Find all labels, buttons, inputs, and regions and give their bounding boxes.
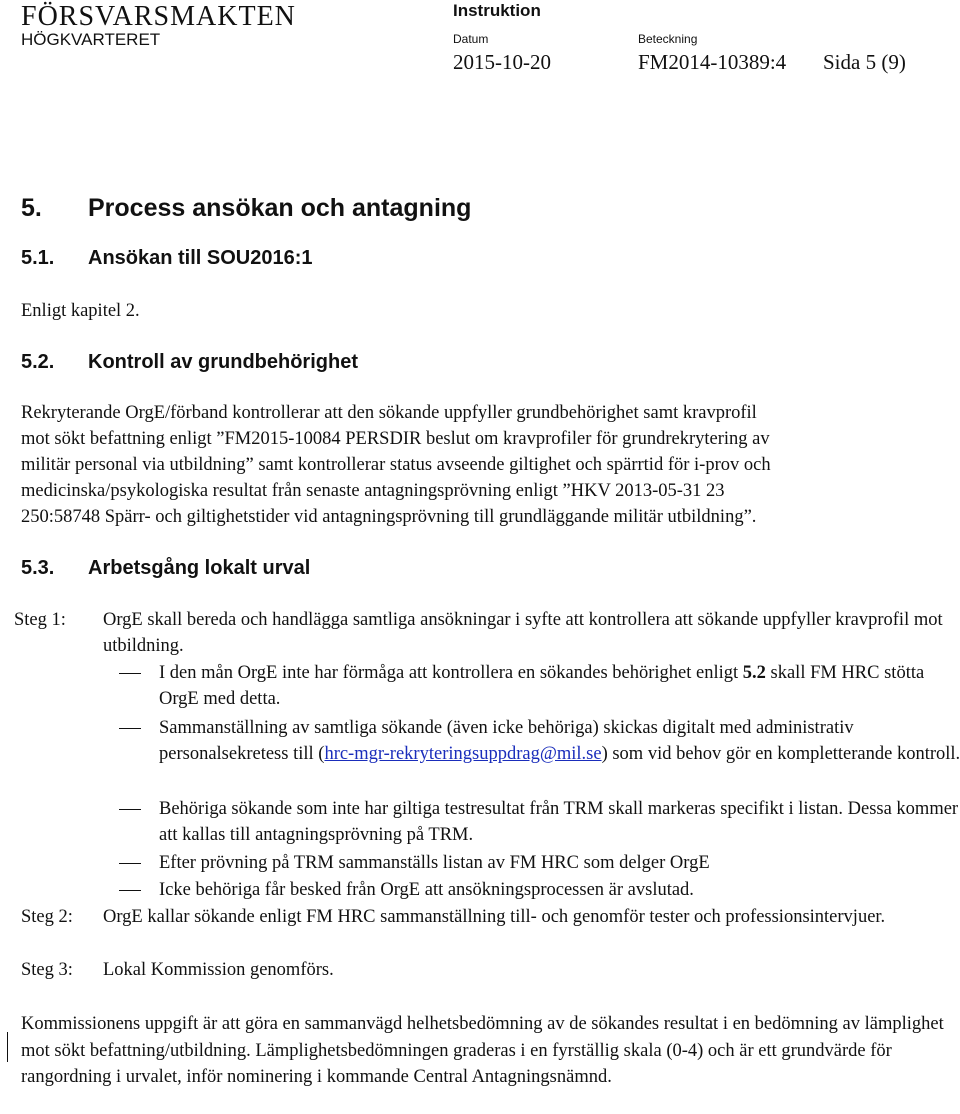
section-number: 5.3. <box>21 557 55 579</box>
section-title: Process ansökan och antagning <box>88 194 472 222</box>
step-3-text: Lokal Kommission genomförs. <box>103 960 334 980</box>
list-item <box>121 796 960 848</box>
section-number: 5.1. <box>21 247 55 269</box>
section-title: Arbetsgång lokalt urval <box>88 557 311 579</box>
section-heading-5-1 <box>21 246 313 270</box>
document-type: Instruktion <box>453 1 541 20</box>
section-heading-5-3 <box>21 556 310 580</box>
section-heading-5-2 <box>21 350 358 374</box>
closing-paragraph: Kommissionens uppgift är att göra en sammanvägd helhetsbedömning av de sökandes resultat i en bedömning av lämplighet mot sökt befattning/utbildning. Lämplighetsbedömningen graderas i en fyrställig skala (0-4) och är ett grundvärde för rangordning i urvalet, inför nominering i kommande Central Antagningsnämnd. <box>21 1014 944 1087</box>
list-item-text: I den mån OrgE inte har förmåga att kontrollera en sökandes behörighet enligt 5.2 skall FM HRC stötta OrgE med detta. <box>159 663 925 709</box>
email-link[interactable]: hrc-mgr-rekryteringsuppdrag@mil.se <box>324 744 602 764</box>
reference-value: FM2014-10389:4 <box>638 50 787 74</box>
list-item <box>121 850 960 876</box>
paragraph-line: 250:58748 Spärr- och giltighetstider vid antagningsprövning till grundläggande militär utbildning”. <box>21 507 757 527</box>
step-2-label: Steg 2: <box>21 907 73 927</box>
paragraph-line: medicinska/psykologiska resultat från senaste antagningsprövning enligt ”HKV 2013-05-31 23 <box>21 481 725 501</box>
list-item <box>121 715 960 767</box>
date-value: 2015-10-20 <box>453 50 551 74</box>
list-item-text: Icke behöriga får besked från OrgE att ansökningsprocessen är avslutad. <box>159 880 694 900</box>
dash-bullet-icon <box>119 890 141 891</box>
org-unit: HÖGKVARTERET <box>21 30 161 49</box>
section-number: 5.2. <box>21 351 55 373</box>
dash-bullet-icon <box>119 673 141 674</box>
step-2-text: OrgE kallar sökande enligt FM HRC sammanställning till- och genomför tester och professionsintervjuer. <box>103 907 886 927</box>
section-title: Kontroll av grundbehörighet <box>88 351 358 373</box>
list-item-text: Efter prövning på TRM sammanställs listan av FM HRC som delger OrgE <box>159 853 710 873</box>
section-heading-5 <box>21 193 471 223</box>
dash-bullet-icon <box>119 728 141 729</box>
page-info: Sida 5 (9) <box>823 50 906 74</box>
paragraph-line: militär personal via utbildning” samt kontrollerar status avseende giltighet och spärrtid för i-prov och <box>21 455 771 475</box>
section-reference: 5.2 <box>742 663 766 683</box>
step-1-label: Steg 1: <box>14 610 66 630</box>
section-number: 5. <box>21 194 42 222</box>
section-title: Ansökan till SOU2016:1 <box>88 247 313 269</box>
step-1-text: OrgE skall bereda och handlägga samtliga ansökningar i syfte att kontrollera att sökande uppfyller kravprofil mot utbildning. <box>103 610 943 656</box>
section-5-1-body: Enligt kapitel 2. <box>21 301 140 321</box>
dash-bullet-icon <box>119 809 141 810</box>
step-3-label: Steg 3: <box>21 960 73 980</box>
paragraph-line: mot sökt befattning enligt ”FM2015-10084 PERSDIR beslut om kravprofiler för grundrekrytering av <box>21 429 770 449</box>
dash-bullet-icon <box>119 863 141 864</box>
reference-label: Beteckning <box>638 32 698 46</box>
date-label: Datum <box>453 32 489 46</box>
list-item-text: Sammanställning av samtliga sökande (även icke behöriga) skickas digitalt med administrativ personalsekretess till (hrc-mgr-rekryteringsuppdrag@mil.se) som vid behov gör en kompletterande kontroll. <box>159 718 960 764</box>
list-item-text: Behöriga sökande som inte har giltiga testresultat från TRM skall markeras specifikt i listan. Dessa kommer att kallas till antagningsprövning på TRM. <box>159 799 959 845</box>
paragraph-line: Rekryterande OrgE/förband kontrollerar att den sökande uppfyller grundbehörighet samt kravprofil <box>21 403 757 423</box>
org-name: FÖRSVARSMAKTEN <box>21 1 296 32</box>
list-item <box>121 877 960 903</box>
revision-change-bar <box>7 1032 8 1062</box>
list-item <box>121 660 960 712</box>
